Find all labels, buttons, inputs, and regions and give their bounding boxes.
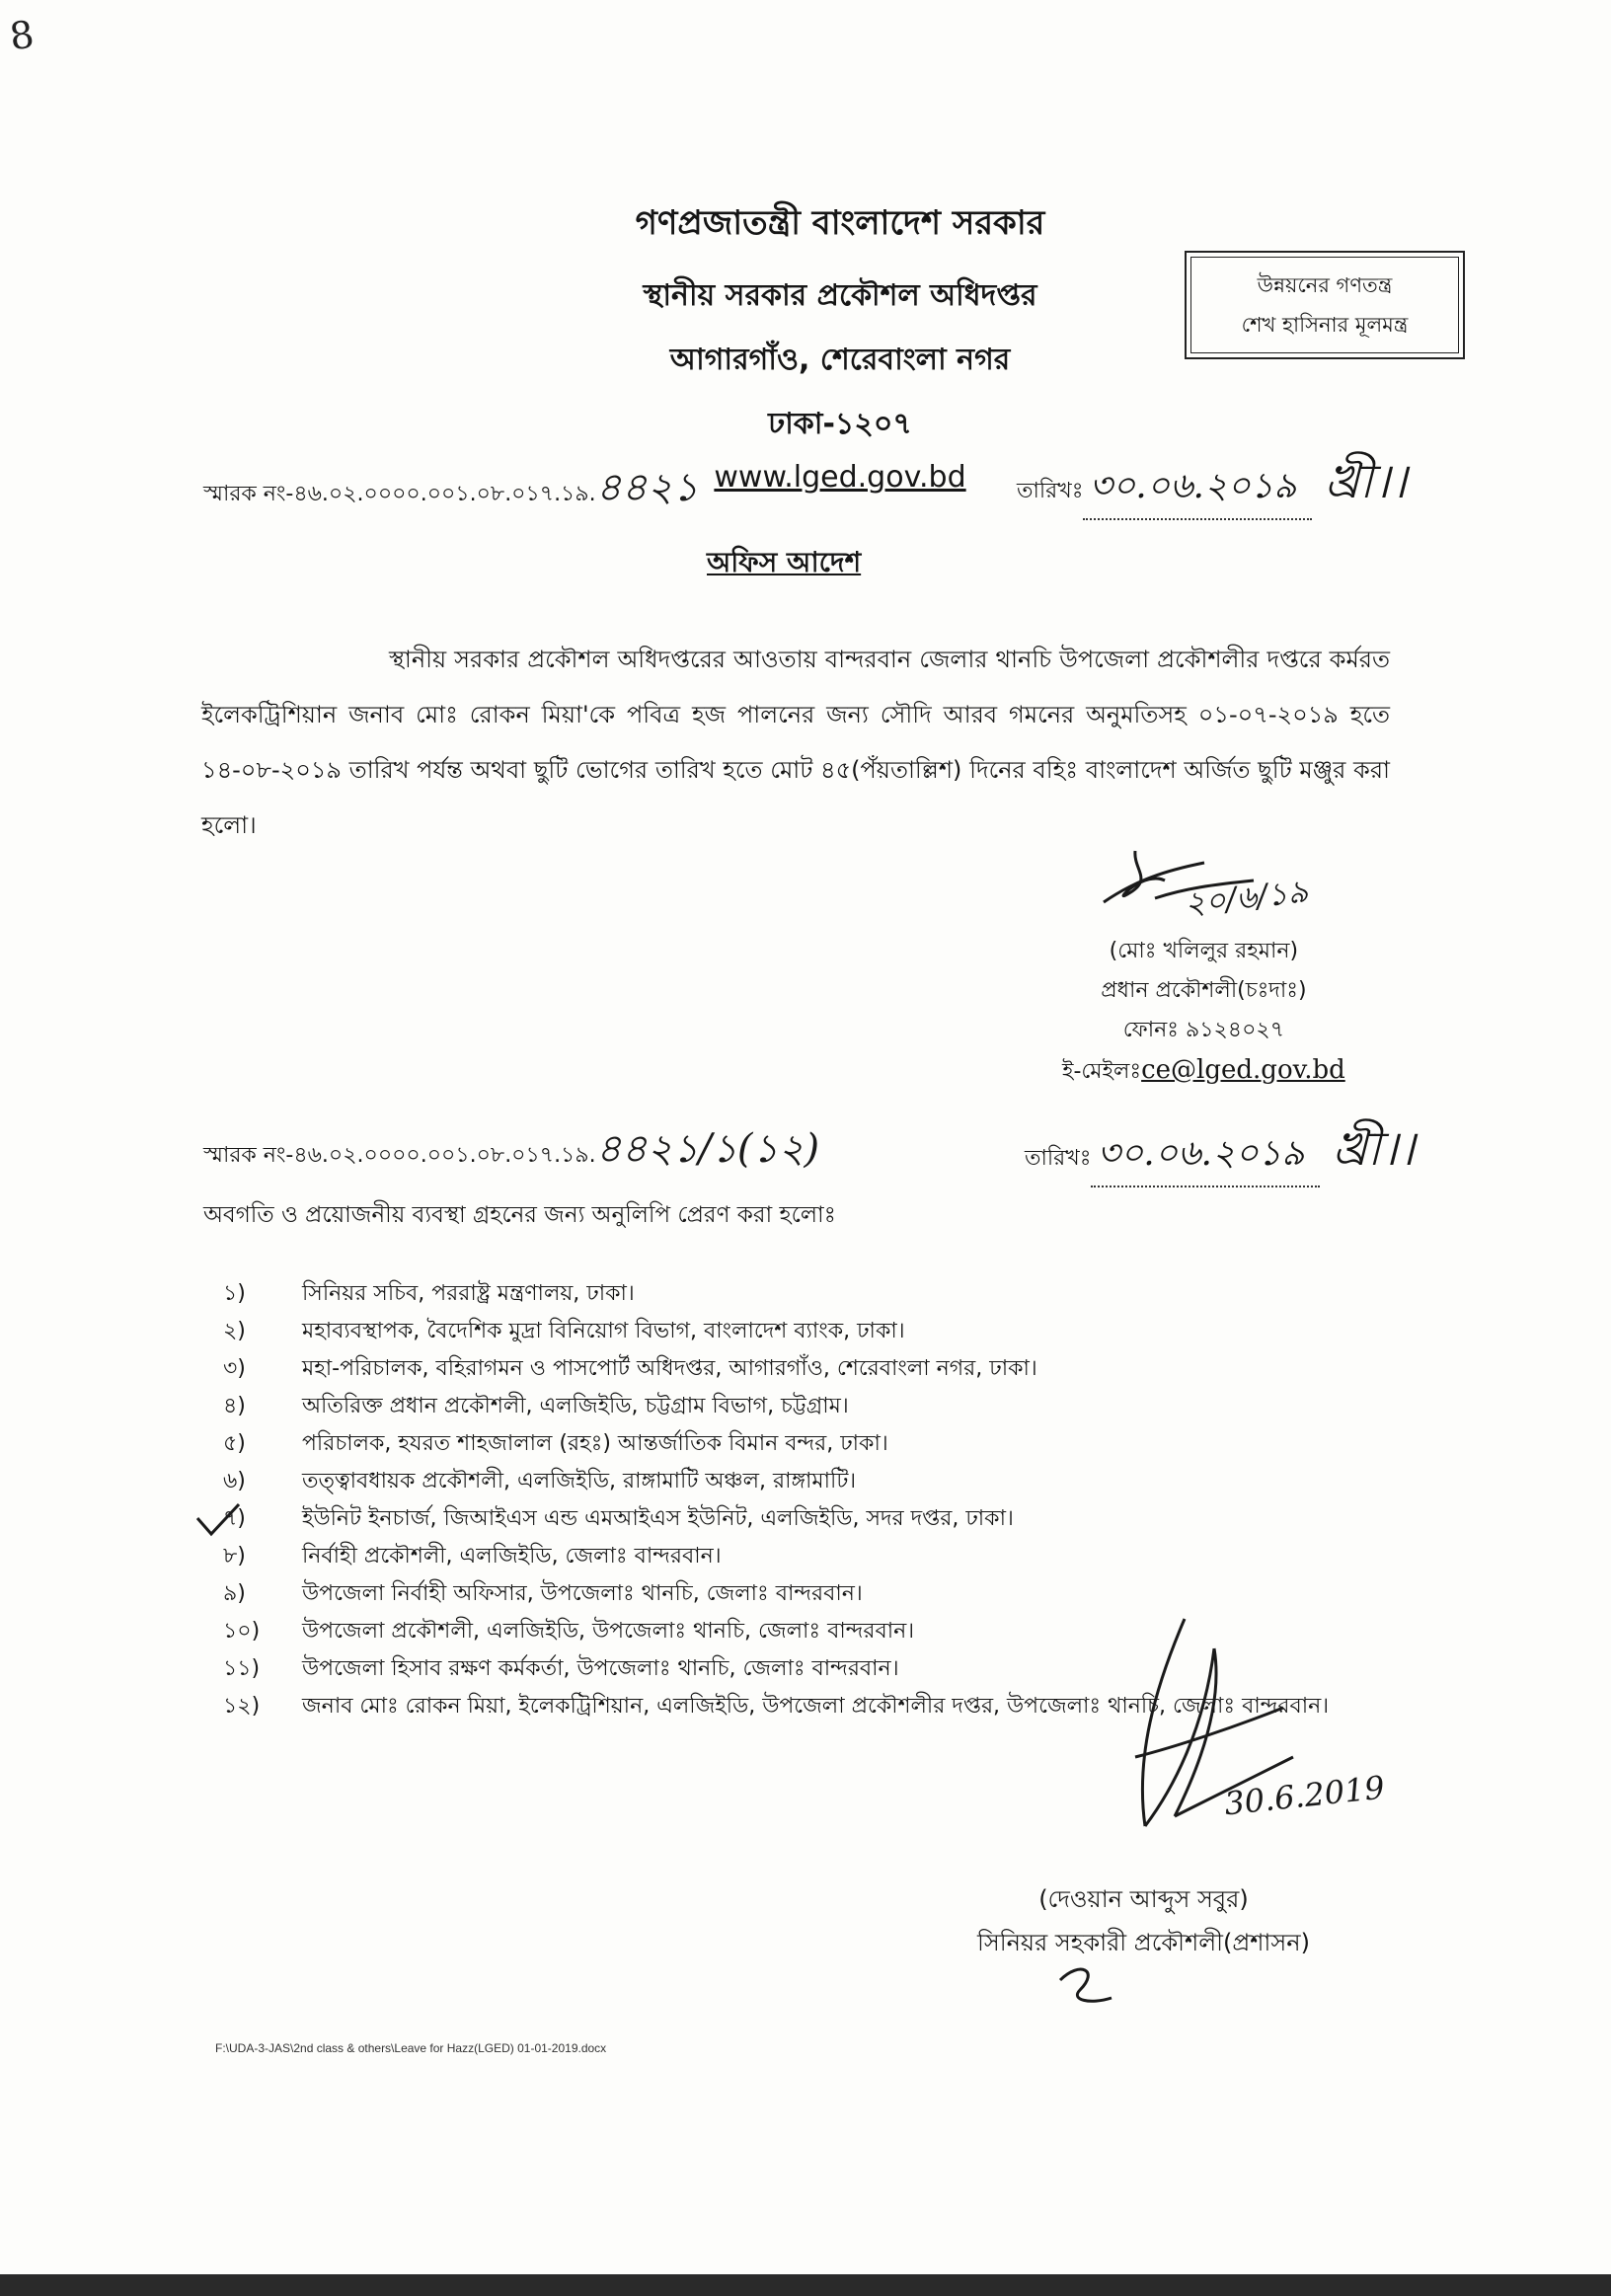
date-label: তারিখঃ	[1017, 479, 1084, 503]
list-item	[223, 1313, 1447, 1350]
list-item-number: ২)	[223, 1318, 246, 1343]
list-item-number: ১)	[223, 1280, 246, 1306]
list-item-text: সিনিয়র সচিব, পররাষ্ট্র মন্ত্রণালয়, ঢাকা।	[302, 1280, 635, 1306]
initials-handwritten: খ্রী।।	[1324, 454, 1408, 509]
memo-number-label: স্মারক নং-৪৬.০২.০০০০.০০১.০৮.০১৭.১৯.	[203, 1143, 596, 1168]
initials-handwritten: খ্রী।।	[1332, 1121, 1416, 1177]
department-name: স্থানীয় সরকার প্রকৌশল অধিদপ্তর	[643, 278, 1037, 313]
list-item-text: জনাব মোঃ রোকন মিয়া, ইলেকট্রিশিয়ান, এলজিইডি, উপজেলা প্রকৌশলীর দপ্তর, উপজেলাঃ থানচি, জেলাঃ বান্দরবান।	[302, 1694, 1330, 1719]
list-item-text: অতিরিক্ত প্রধান প্রকৌশলী, এলজিইডি, চট্টগ্রাম বিভাগ, চট্টগ্রাম।	[302, 1393, 849, 1418]
list-item-number: ১২)	[223, 1694, 261, 1719]
order-body-text: স্থানীয় সরকার প্রকৌশল অধিদপ্তরের আওতায় বান্দরবান জেলার থানচি উপজেলা প্রকৌশলীর দপ্তরে কর্মরত ইলেকট্রিশিয়ান জনাব মোঃ রোকন মিয়া'কে পবিত্র হজ পালনের জন্য সৌদি আরব গমনের অনুমতিসহ ০১-০৭-২০১৯ হতে ১৪-০৮-২০১৯ তারিখ পর্যন্ত অথবা ছুটি ভোগের তারিখ হতে মোট ৪৫(পঁয়তাল্লিশ) দিনের বহিঃ বাংলাদেশ অর্জিত ছুটি মঞ্জুর করা হলো।	[201, 646, 1390, 839]
signatory-2-block	[977, 1877, 1310, 1964]
list-item	[223, 1463, 1447, 1500]
memo-number-handwritten: ৪৪২১/১(১২)	[595, 1126, 820, 1172]
initials-scribble	[1050, 1960, 1119, 2010]
list-item-text: পরিচালক, হযরত শাহজালাল (রহঃ) আন্তর্জাতিক বিমান বন্দর, ঢাকা।	[302, 1430, 888, 1456]
list-item	[223, 1350, 1447, 1388]
date-handwritten: ৩০.০৬.২০১৯	[1083, 459, 1312, 520]
signatory-1-name: (মোঃ খলিলুর রহমান)	[1109, 939, 1299, 963]
list-item-number: ১০)	[223, 1618, 261, 1644]
checkmark-annotation	[193, 1500, 243, 1540]
date-handwritten: ৩০.০৬.২০১৯	[1091, 1126, 1320, 1187]
motto-line-2: শেখ হাসিনার মূলমন্ত্র	[1241, 313, 1409, 337]
list-item	[223, 1500, 1447, 1538]
department-address: আগারগাঁও, শেরেবাংলা নগর	[669, 343, 1011, 377]
motto-inner-border	[1190, 257, 1459, 353]
list-item-number: ৮)	[223, 1543, 246, 1569]
list-item-text: উপজেলা নির্বাহী অফিসার, উপজেলাঃ থানচি, জেলাঃ বান্দরবান।	[302, 1580, 863, 1606]
list-item-text: মহা-পরিচালক, বহিরাগমন ও পাসপোর্ট অধিদপ্তর, আগারগাঁও, শেরেবাংলা নগর, ঢাকা।	[302, 1355, 1037, 1381]
date-label: তারিখঃ	[1025, 1146, 1092, 1171]
website-link[interactable]: www.lged.gov.bd	[714, 460, 966, 495]
signatory-2-name: (দেওয়ান আব্দুস সবুর)	[1038, 1885, 1249, 1913]
footer-file-path: F:\UDA-3-JAS\2nd class & others\Leave for Hazz(LGED) 01-01-2019.docx	[215, 2041, 607, 2055]
memo-number-handwritten: ৪৪২১	[595, 465, 699, 510]
motto-line-1: উন্নয়নের গণতন্ত্র	[1257, 273, 1393, 297]
list-item-number: ১১)	[223, 1655, 261, 1681]
list-item-text: ইউনিট ইনচার্জ, জিআইএস এন্ড এমআইএস ইউনিট, এলজিইডি, সদর দপ্তর, ঢাকা।	[302, 1505, 1014, 1531]
list-item-text: নির্বাহী প্রকৌশলী, এলজিইডি, জেলাঃ বান্দরবান।	[302, 1543, 722, 1569]
office-order-title: অফিস আদেশ	[707, 546, 862, 578]
list-item-number: ৬)	[223, 1468, 246, 1493]
list-item-number: ৩)	[223, 1355, 246, 1381]
list-item-number: ৯)	[223, 1580, 246, 1606]
list-item-text: উপজেলা হিসাব রক্ষণ কর্মকর্তা, উপজেলাঃ থানচি, জেলাঃ বান্দরবান।	[302, 1655, 899, 1681]
signatory-1-email-row	[1062, 1050, 1345, 1092]
memo-date-1	[1017, 446, 1407, 524]
copy-distribution-intro: অবগতি ও প্রয়োজনীয় ব্যবস্থা গ্রহনের জন্য অনুলিপি প্রেরণ করা হলোঃ	[203, 1202, 836, 1228]
list-item-text: তত্ত্বাবধায়ক প্রকৌশলী, এলজিইডি, রাঙ্গামাটি অঞ্চল, রাঙ্গামাটি।	[302, 1468, 857, 1493]
signatory-1-designation: প্রধান প্রকৌশলী(চঃদাঃ)	[1101, 978, 1307, 1003]
list-item-text: উপজেলা প্রকৌশলী, এলজিইডি, উপজেলাঃ থানচি, জেলাঃ বান্দরবান।	[302, 1618, 915, 1644]
page-number-mark: 8	[7, 12, 38, 59]
memo-number-2	[203, 1117, 819, 1184]
list-item-number: ৭)	[223, 1505, 246, 1531]
list-item-number: ৫)	[223, 1430, 246, 1456]
list-item-text: মহাব্যবস্থাপক, বৈদেশিক মুদ্রা বিনিয়োগ বিভাগ, বাংলাদেশ ব্যাংক, ঢাকা।	[302, 1318, 905, 1343]
list-item	[223, 1388, 1447, 1425]
motto-box	[1185, 251, 1465, 359]
list-item	[223, 1425, 1447, 1463]
signatory-2-designation: সিনিয়র সহকারী প্রকৌশলী(প্রশাসন)	[977, 1929, 1310, 1956]
signature-2-date: 30.6.2019	[1222, 1768, 1387, 1823]
email-link[interactable]: ce@lged.gov.bd	[1141, 1055, 1345, 1085]
list-item	[223, 1275, 1447, 1313]
government-title: গণপ্রজাতন্ত্রী বাংলাদেশ সরকার	[635, 203, 1045, 243]
department-city: ঢাকা-১২০৭	[768, 407, 912, 441]
scan-edge-bar	[0, 2274, 1611, 2296]
signature-1-date: ২০/৬/১৯	[1183, 872, 1310, 923]
signatory-1-block	[1062, 932, 1345, 1092]
list-item-number: ৪)	[223, 1393, 246, 1418]
memo-date-2	[1025, 1113, 1415, 1191]
email-label: ই-মেইলঃ	[1062, 1059, 1142, 1084]
list-item	[223, 1575, 1447, 1613]
signatory-1-phone: ফোনঃ ৯১২৪০২৭	[1122, 1018, 1285, 1042]
list-item	[223, 1538, 1447, 1575]
memo-number-1	[203, 456, 699, 522]
memo-number-label: স্মারক নং-৪৬.০২.০০০০.০০১.০৮.০১৭.১৯.	[203, 482, 596, 506]
signature-2-scribble	[1115, 1609, 1313, 1856]
